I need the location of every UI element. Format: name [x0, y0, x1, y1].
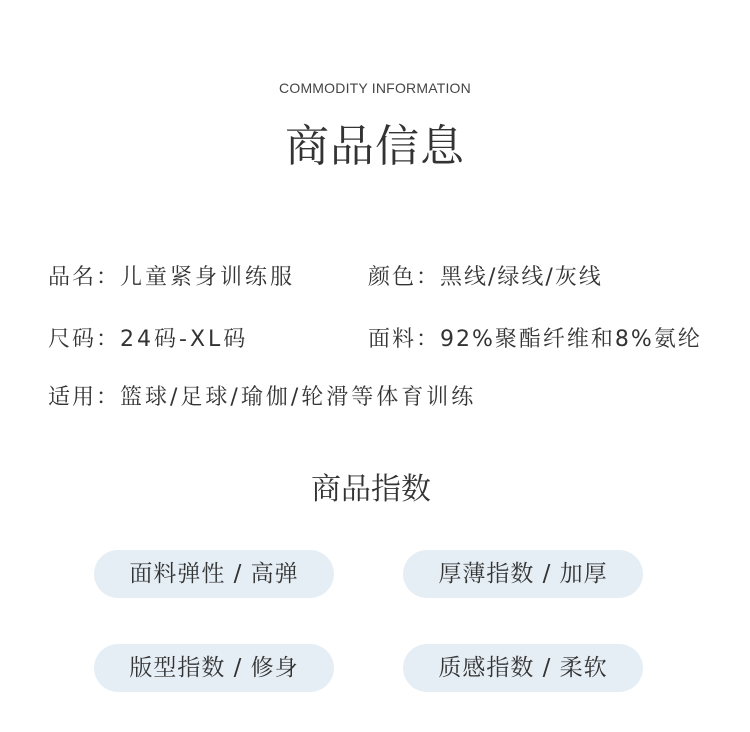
fabric-value: 92%聚酯纤维和8%氨纶	[440, 327, 702, 352]
size-row	[48, 322, 248, 353]
product-name-value: 儿童紧身训练服	[120, 265, 296, 290]
usage-row	[48, 380, 476, 411]
size-value: 24码-XL码	[120, 327, 249, 352]
fabric-label: 面料：	[368, 327, 441, 352]
index-pill-fit: 版型指数 / 修身	[94, 644, 334, 692]
index-pill-texture: 质感指数 / 柔软	[403, 644, 643, 692]
indices-title: 商品指数	[311, 472, 431, 507]
size-label: 尺码：	[48, 327, 121, 352]
product-name-row	[48, 260, 295, 291]
color-row	[368, 260, 603, 291]
page-title: 商品信息	[285, 121, 465, 172]
usage-label: 适用：	[48, 385, 121, 410]
product-name-label: 品名：	[48, 265, 121, 290]
section-eyebrow: COMMODITY INFORMATION	[279, 80, 471, 96]
index-pill-elasticity: 面料弹性 / 高弹	[94, 550, 334, 598]
fabric-row	[368, 322, 702, 353]
color-label: 颜色：	[368, 265, 441, 290]
color-value: 黑线/绿线/灰线	[440, 265, 603, 290]
index-pill-thickness: 厚薄指数 / 加厚	[403, 550, 643, 598]
usage-value: 篮球/足球/瑜伽/轮滑等体育训练	[120, 385, 477, 410]
